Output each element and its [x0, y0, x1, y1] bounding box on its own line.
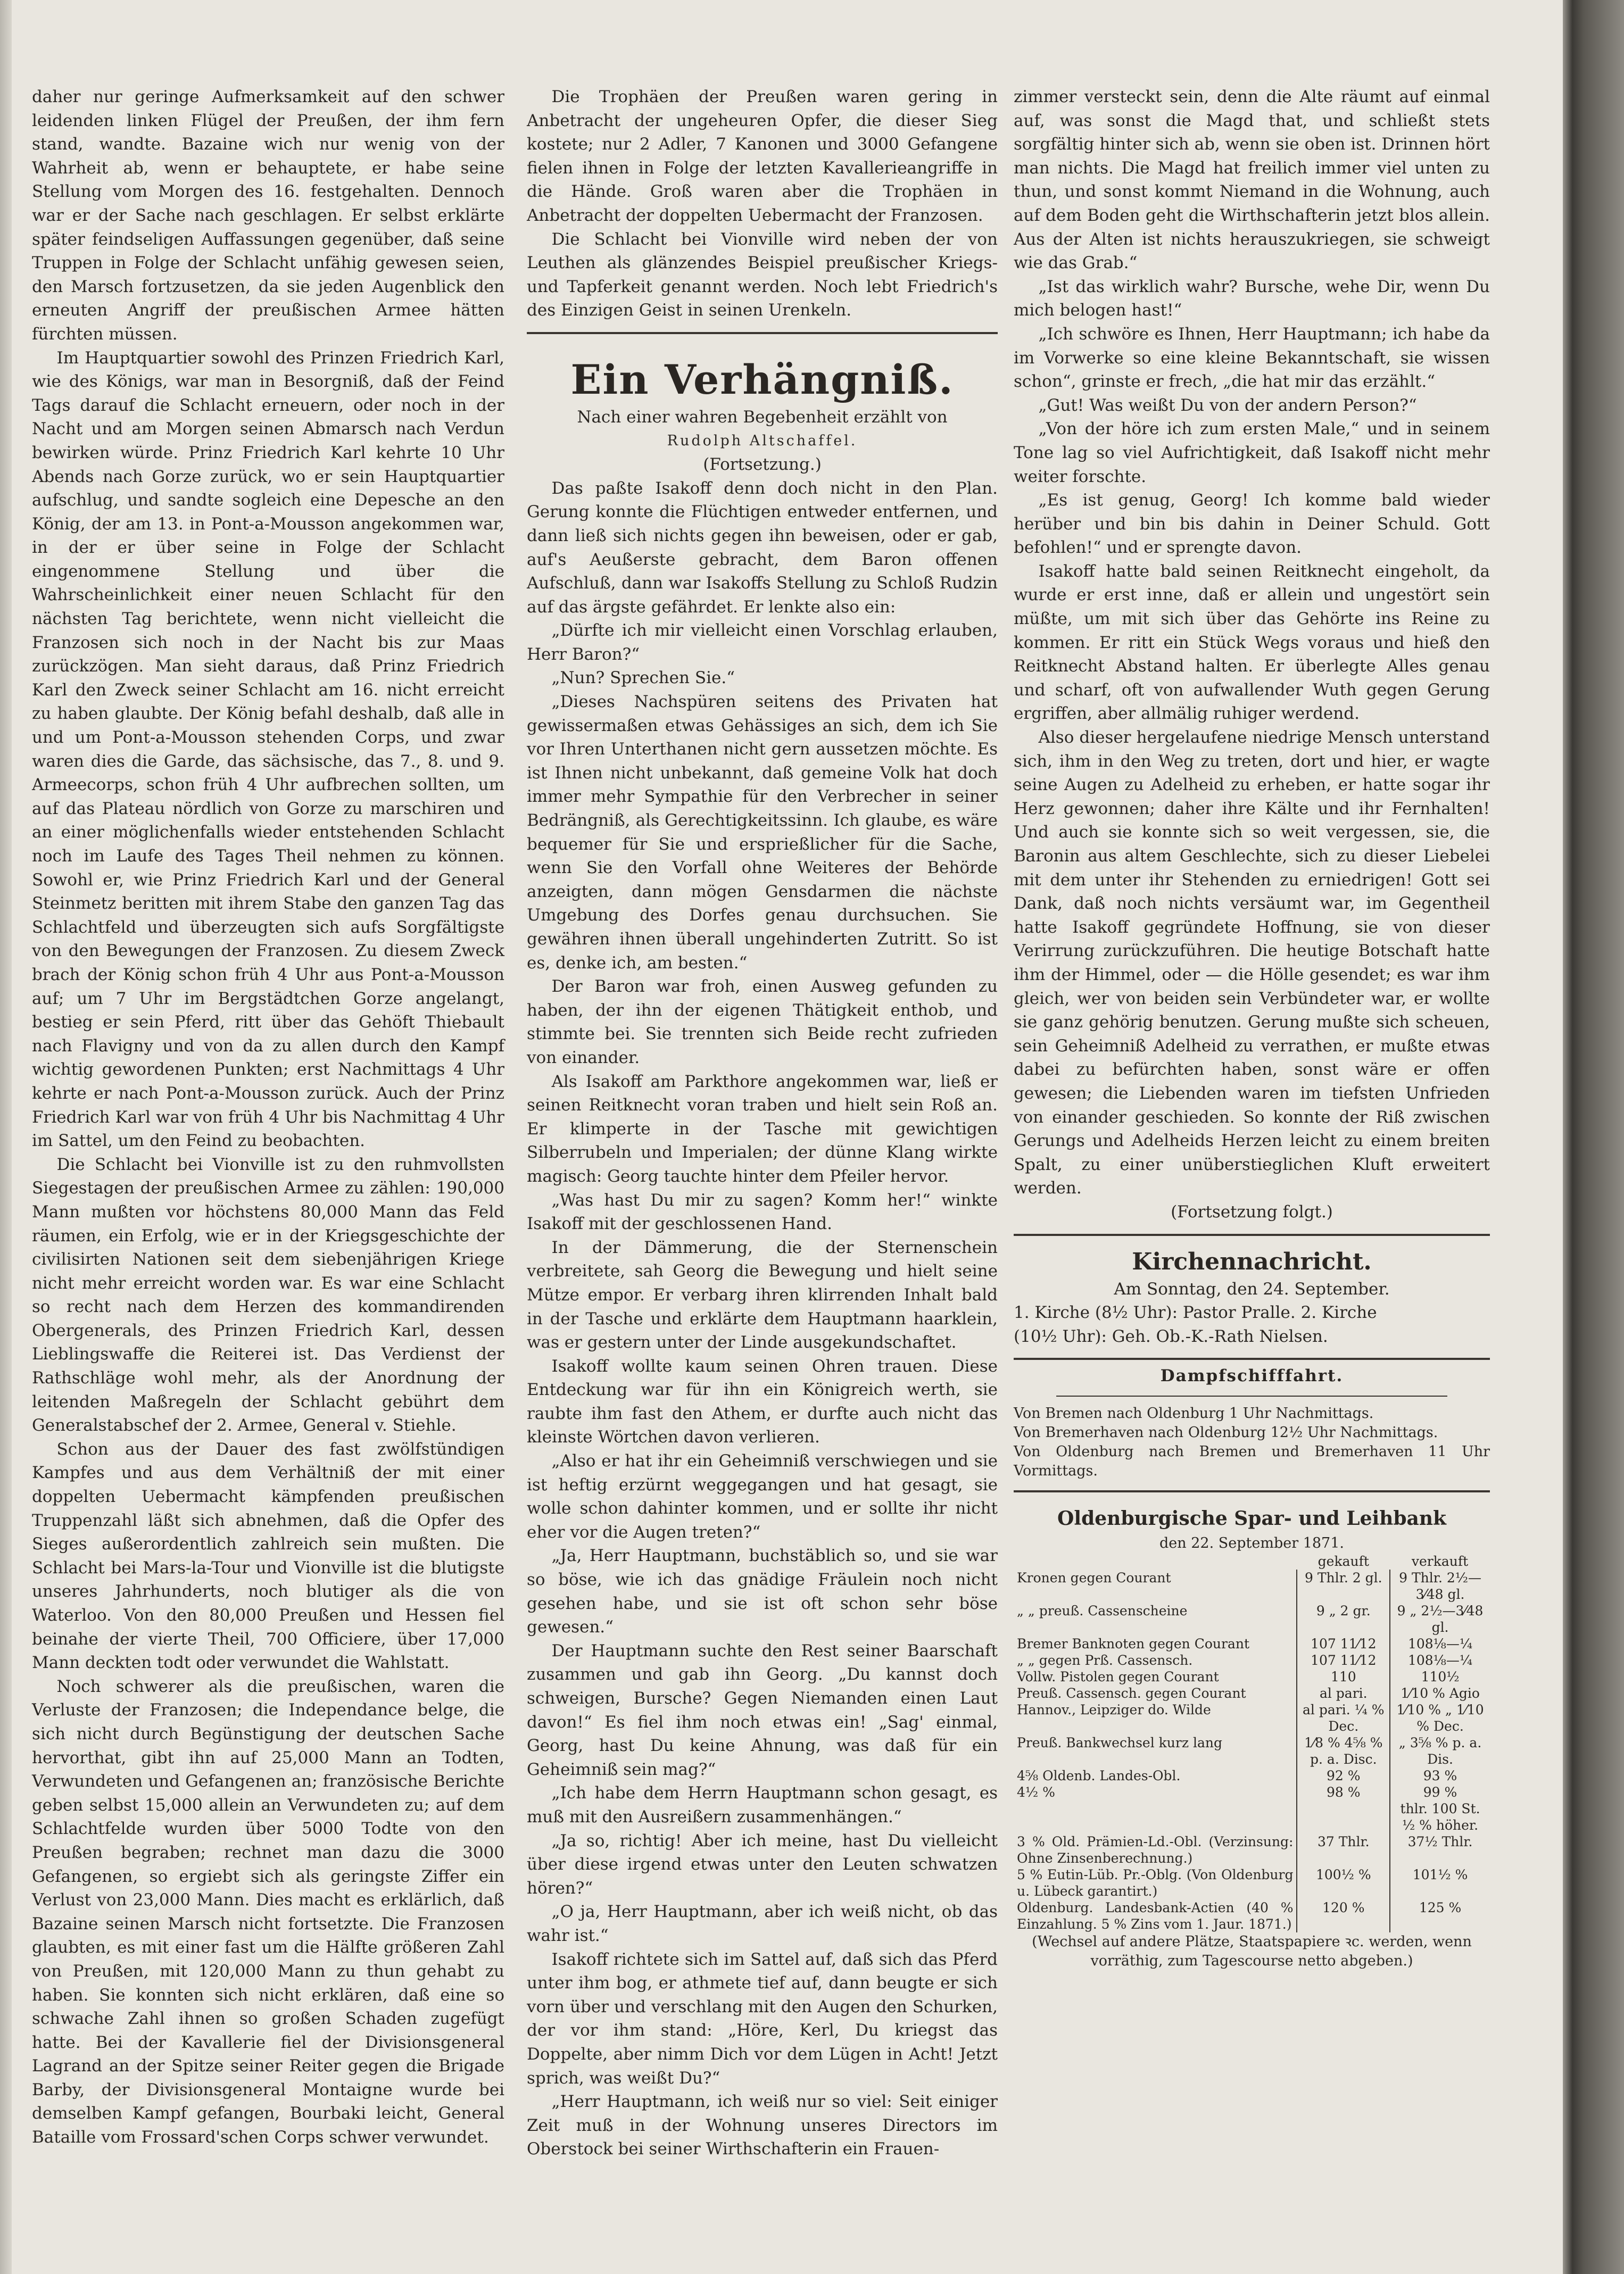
paragraph: Isakoff richtete sich im Sattel auf, daß sich das Pferd unter ihm bog, er athmete tief auf, dann beugte er sich vorn über und verschlang mit den Augen den Schurken, der vor ihm stand: „Höre, Kerl, Du kriegst das Doppelte, aber nimm Dich vor dem Lügen in Acht! Jetzt sprich, was weißt Du?“: [527, 1949, 998, 2088]
paragraph: Also dieser hergelaufene niedrige Mensch unterstand sich, ihm in den Weg zu treten, dort und hier, er wagte seine Augen zu Adelheid zu erheben, er hatte sogar ihr Herz gewonnen; daher ihre Kälte und ihr Fernhalten! Und auch sie konnte sich so weit vergessen, sie, die Baronin aus altem Geschlechte, sich zu dieser Liebelei mit dem unter ihr Stehenden zu erniedrigen! Gott sei Dank, daß noch nichts versäumt war, im Gegentheil hatte Isakoff gegründete Hoffnung, sie von dieser Verirrung zurückzuführen. Die heutige Botschaft hatte ihm der Himmel, oder — die Hölle gesendet; es war ihm gleich, wer von beiden sein Verbündeter war, er wollte sie ganz gehörig benutzen. Gerung mußte sich scheuen, sein Geheimniß Adelheid zu verrathen, er mußte etwas dabei zu befürchten haben, sonst wäre er offen gewesen; die Liebenden waren im tiefsten Unfrieden von einander geschieden. So konnte der Riß zwischen Gerungs und Adelheids Herzen leicht zu einem breiten Spalt, zu einer unüberstieglichen Kluft erweitert werden.: [1014, 728, 1490, 1198]
paragraph: „Von der höre ich zum ersten Male,“ und in seinem Tone lag so viel Aufrichtigkeit, daß Isakoff nicht mehr weiter forschte.: [1014, 419, 1490, 486]
book-spine-edge: [1563, 0, 1624, 2274]
paragraph: daher nur geringe Aufmerksamkeit auf den schwer leidenden linken Flügel der Preußen, der ihm fern stand, wandte. Bazaine wich nur wenig von der Wahrheit ab, wenn er behauptete, er habe seine Stellung vom Morgen des 16. festgehalten. Dennoch war er der Sache nach geschlagen. Er selbst erklärte später feindseligen Auffassungen gegenüber, daß seine Truppen in Folge der Schlacht unfähig gewesen seien, den Marsch fortzusetzen, da sie jeden Augenblick den erneuten Angriff der preußischen Armee hätten fürchten müssen.: [32, 87, 504, 344]
divider: [1056, 1396, 1447, 1397]
paragraph: „Dürfte ich mir vielleicht einen Vorschlag erlauben, Herr Baron?“: [527, 621, 998, 664]
paragraph: „Ist das wirklich wahr? Bursche, wehe Dir, wenn Du mich belogen hast!“: [1014, 277, 1490, 320]
paragraph: „Was hast Du mir zu sagen? Komm her!“ winkte Isakoff mit der geschlossenen Hand.: [527, 1190, 998, 1234]
paragraph: „Ja, Herr Hauptmann, buchstäblich so, und sie war so böse, wie ich das gnädige Fräulein noch nicht gesehen habe, und sie ist oft schon sehr böse gewesen.“: [527, 1546, 998, 1637]
table-row: Preuß. Bankwechsel kurz lang 1⁄8 % 4⅝ % p. a. Disc. „ 3⅝ % p. a. Dis.: [1014, 1734, 1490, 1767]
paragraph: Die Trophäen der Preußen waren gering in Anbetracht der ungeheuren Opfer, die dieser Sieg kostete; nur 2 Adler, 7 Kanonen und 3000 Gefangene fielen ihnen in Folge der letzten Kavallerieangriffe in die Hände. Groß waren aber die Trophäen in Anbetracht der doppelten Uebermacht der Franzosen.: [527, 87, 998, 225]
paragraph: In der Dämmerung, die der Sternenschein verbreitete, sah Georg die Bewegung und hielt seine Mütze empor. Er verbarg ihren klirrenden Inhalt bald in der Tasche und erklärte dem Hauptmann haarklein, was er gestern unter der Linde ausgekundschaftet.: [527, 1238, 998, 1352]
section-divider: [1014, 1234, 1490, 1236]
paragraph: „Also er hat ihr ein Geheimniß verschwiegen und sie ist heftig erzürnt weggegangen und hat gesagt, sie wolle schon dahinter kommen, und er sollte ihr nicht eher vor die Augen treten?“: [527, 1451, 998, 1542]
paragraph: „Ich habe dem Herrn Hauptmann schon gesagt, es muß mit den Ausreißern zusammenhängen.“: [527, 1783, 998, 1827]
table-row: Bremer Banknoten gegen Courant 107 11⁄12 108⅛—¼: [1014, 1636, 1490, 1652]
church-notice-line: (10½ Uhr): Geh. Ob.-K.-Rath Nielsen.: [1014, 1326, 1328, 1346]
paragraph: Der Baron war froh, einen Ausweg gefunden zu haben, der ihn der eigenen Thätigkeit enthob, und stimmte bei. Sie trennten sich Beide recht zufrieden von einander.: [527, 977, 998, 1067]
table-row: Hannov., Leipziger do. Wilde al pari. ¼ % Dec. 1⁄10 % „ 1⁄10 % Dec.: [1014, 1702, 1490, 1734]
paragraph: „Dieses Nachspüren seitens des Privaten hat gewissermaßen etwas Gehässiges an sich, dem ich Sie vor Ihren Unterthanen nicht gern aussetzen möchte. Es ist Ihnen nicht unbekannt, daß gemeine Volk hat doch immer mehr Sympathie für den Verbrecher in seiner Bedrängniß, als Gerechtigkeitssinn. Ich glaube, es wäre bequemer für Sie und ersprießlicher für die Sache, wenn Sie den Vorfall ohne Weiteres der Behörde anzeigten, dann mögen Gensdarmen die nächste Umgebung des Dorfes genau durchsuchen. Sie gewähren ihnen überall ungehinderten Zutritt. So ist es, denke ich, am besten.“: [527, 692, 998, 973]
table-row: Vollw. Pistolen gegen Courant 110 110½: [1014, 1669, 1490, 1685]
paragraph: Schon aus der Dauer des fast zwölfstündigen Kampfes und aus dem Verhältniß der mit einer doppelten Uebermacht kämpfenden preußischen Truppenzahl läßt sich abnehmen, daß die Opfer des Sieges außerordentlich zahlreich sein mußten. Die Schlacht bei Mars-la-Tour und Vionville ist die blutigste unseres Jahrhunderts, noch blutiger als die von Waterloo. Von den 80,000 Preußen und Hessen fiel beinahe der vierte Theil, 700 Officiere, über 17,000 Mann deckten todt oder verwundet die Wahlstatt.: [32, 1439, 504, 1673]
paragraph: „Ja so, richtig! Aber ich meine, hast Du vielleicht über diese irgend etwas unter den Leuten schwatzen hören?“: [527, 1831, 998, 1898]
section-divider: [1014, 1358, 1490, 1360]
column-3: [1014, 85, 1490, 1971]
bank-date: den 22. September 1871.: [1159, 1534, 1344, 1551]
steamer-line: Von Bremen nach Oldenburg 1 Uhr Nachmittags.: [1014, 1405, 1374, 1422]
table-row: 4⅝ Oldenb. Landes-Obl. 92 % 93 %: [1014, 1767, 1490, 1784]
church-notice-line: 1. Kirche (8½ Uhr): Pastor Pralle. 2. Kirche: [1014, 1303, 1377, 1323]
exchange-rate-table: [1014, 1553, 1490, 1932]
paragraph: Die Schlacht bei Vionville wird neben der von Leuthen als glänzendes Beispiel preußischer Kriegs- und Tapferkeit genannt werden. Noch lebt Friedrich's des Einzigen Geist in seinen Urenkeln.: [527, 229, 998, 320]
table-row: 4½ % 98 % 99 %: [1014, 1784, 1490, 1800]
table-row: 3 % Old. Prämien-Ld.-Obl. (Verzinsung: Ohne Zinsenberechnung.) 37 Thlr. 37½ Thlr.: [1014, 1833, 1490, 1866]
page-gutter: [0, 0, 12, 2274]
column-header-sold: verkauft: [1411, 1553, 1469, 1569]
paragraph: Die Schlacht bei Vionville ist zu den ruhmvollsten Siegestagen der preußischen Armee zu zählen: 190,000 Mann mußten vor höchstens 80,000 Mann das Feld räumen, ein Erfolg, wie er in der Kriegsgeschichte der civilisirten Nationen seit dem siebenjährigen Kriege nicht mehr erreicht worden war. Es war eine Schlacht so recht nach dem Herzen des kommandirenden Obergenerals, des Prinzen Friedrich Karl, dessen Lieblingswaffe die Reiterei ist. Das Verdienst der Rathschläge wohl mehr, als der Anordnung der leitenden Maßregeln der Schlacht gebührt dem Generalstabschef der 2. Armee, General v. Stiehle.: [32, 1155, 504, 1435]
steamer-line: Von Bremerhaven nach Oldenburg 12½ Uhr Nachmittags.: [1014, 1424, 1438, 1441]
table-row: „ „ gegen Prß. Cassensch. 107 11⁄12 108⅛—¼: [1014, 1652, 1490, 1669]
paragraph: Im Hauptquartier sowohl des Prinzen Friedrich Karl, wie des Königs, war man in Besorgniß, daß der Feind Tags darauf die Schlacht erneuern, oder noch in der Nacht und am Morgen seinen Abmarsch nach Verdun bewirken würde. Prinz Friedrich Karl kehrte 10 Uhr Abends nach Gorze zurück, wo er sein Hauptquartier aufschlug, und sandte sogleich eine Depesche an den König, der am 13. in Pont-a-Mousson angekommen war, in der er über seine in Folge der Schlacht eingenommene Stellung und über die Wahrscheinlichkeit einer neuen Schlacht für den nächsten Tag berichtete, wenn nicht vielleicht die Franzosen sich noch in der Nacht bis zur Maas zurückzögen. Man sieht daraus, daß Prinz Friedrich Karl den Zweck seiner Schlacht am 16. nicht erreicht zu haben glaubte. Der König befahl deshalb, daß alle in und um Pont-a-Mousson stehenden Corps, und zwar waren dies die Garde, das sächsische, das 7., 8. und 9. Armeecorps, schon früh 4 Uhr aufbrechen sollten, um auf das Plateau nördlich von Gorze zu marschiren und an einer möglichenfalls wieder entstehenden Schlacht noch im Laufe des Tages Theil nehmen zu können. Sowohl er, wie Prinz Friedrich Karl und der General Steinmetz beritten mit ihrem Stabe den ganzen Tag das Schlachtfeld und überzeugten sich aufs Sorgfältigste von den Bewegungen der Franzosen. Zu diesem Zweck brach der König schon früh 4 Uhr aus Pont-a-Mousson auf; um 7 Uhr im Bergstädtchen Gorze angelangt, bestieg er sein Pferd, ritt über das Gehöft Thiebault nach Flavigny und von da zu allen durch den Kampf wichtig gewordenen Punkten; erst Nachmittags 4 Uhr kehrte er nach Pont-a-Mousson zurück. Auch der Prinz Friedrich Karl war von früh 4 Uhr bis Nachmittag 4 Uhr im Sattel, um den Feind zu beobachten.: [32, 348, 504, 1151]
paragraph: zimmer versteckt sein, denn die Alte räumt auf einmal auf, was sonst die Magd that, und schließt stets sorgfältig hinter sich ab, wenn sie oben ist. Drinnen hört man nichts. Die Magd hat freilich immer viel unten zu thun, und sonst kommt Niemand in die Wohnung, auch auf dem Boden geht die Wirthschafterin jetzt blos allein. Aus der Alten ist nichts herauszukriegen, sie schweigt wie das Grab.“: [1014, 87, 1490, 273]
story-subtitle: Nach einer wahren Begebenheit erzählt von: [577, 407, 948, 427]
story-author: Rudolph Altschaffel.: [667, 432, 858, 449]
story-continuation: (Fortsetzung.): [703, 455, 822, 475]
steamer-title: Dampfschifffahrt.: [1160, 1366, 1344, 1386]
column-1: [32, 85, 504, 2149]
column-2: [527, 85, 998, 2161]
paragraph: Noch schwerer als die preußischen, waren die Verluste der Franzosen; die Independance belge, die sich nicht durch Begünstigung der deutschen Sache hervorthat, gibt ihn auf 25,000 Mann an Todten, Verwundeten und Gefangenen an; französische Berichte geben selbst 15,000 allein an Verwundeten zu; auf dem Schlachtfelde wurden über 5000 Todte von den Preußen begraben; rechnet man dazu die 3000 Gefangenen, so ergiebt sich als geringste Ziffer ein Verlust von 23,000 Mann. Dies macht es erklärlich, daß Bazaine seinen Marsch nicht fortsetzte. Die Franzosen glaubten, es mit einer fast um die Hälfte größeren Zahl von Preußen, mit 120,000 Mann zu thun gehabt zu haben. Sie konnten sich nicht erklären, daß eine so schwache Zahl ihnen so großen Schaden zugefügt hatte. Bei der Kavallerie fiel der Divisionsgeneral Lagrand an der Spitze seiner Reiter gegen die Brigade Barby, der Divisionsgeneral Montaigne wurde bei demselben Kampf gefangen, Bourbaki leicht, General Bataille vom Frossard'schen Corps schwer verwundet.: [32, 1677, 504, 2147]
paragraph: „O ja, Herr Hauptmann, aber ich weiß nicht, ob das wahr ist.“: [527, 1902, 998, 1945]
table-row: Kronen gegen Courant 9 Thlr. 2 gl. 9 Thlr. 2½—3⁄48 gl.: [1014, 1570, 1490, 1603]
table-row: 5 % Eutin-Lüb. Pr.-Oblg. (Von Oldenburg u. Lübeck garantirt.) 100½ % 101½ %: [1014, 1866, 1490, 1899]
paragraph: „Ich schwöre es Ihnen, Herr Hauptmann; ich habe da im Vorwerke so eine kleine Bekanntschaft, sie wissen schon“, grinste er frech, „die hat mir das erzählt.“: [1014, 324, 1490, 392]
paragraph: „Es ist genug, Georg! Ich komme bald wieder herüber und bin bis dahin in Deiner Schuld. Gott befohlen!“ und er sprengte davon.: [1014, 491, 1490, 558]
continued-note: (Fortsetzung folgt.): [1171, 1202, 1333, 1222]
section-divider: [1014, 1490, 1490, 1492]
story-title: Ein Verhängniß.: [570, 355, 954, 403]
paragraph: Isakoff hatte bald seinen Reitknecht eingeholt, da wurde er erst inne, daß er allein und ungestört sein müßte, um mit sich über das Gehörte ins Reine zu kommen. Er ritt ein Stück Wegs voraus und hieß den Reitknecht Abstand halten. Er überlegte Alles genau und scharf, oft von aufwallender Wuth gegen Gerung ergriffen, aber allmälig ruhiger werdend.: [1014, 561, 1490, 724]
bank-title: Oldenburgische Spar- und Leihbank: [1057, 1507, 1446, 1530]
paragraph: Das paßte Isakoff denn doch nicht in den Plan. Gerung konnte die Flüchtigen entweder entfernen, und dann ließ sich nichts gegen ihn beweisen, oder er gab, auf's Aeußerste gebracht, dem Baron offenen Aufschluß, dann war Isakoffs Stellung zu Schloß Rudzin auf das ärgste gefährdet. Er lenkte also ein:: [527, 478, 998, 617]
table-row: Oldenburg. Landesbank-Actien (40 % Einzahlung. 5 % Zins vom 1. Jaur. 1871.) 120 % 125 %: [1014, 1899, 1490, 1932]
paragraph: „Herr Hauptmann, ich weiß nur so viel: Seit einiger Zeit muß in der Wohnung unseres Directors im Oberstock bei seiner Wirthschafterin ein Frauen-: [527, 2092, 998, 2159]
church-notice-title: Kirchennachricht.: [1132, 1248, 1372, 1275]
paragraph: „Nun? Sprechen Sie.“: [551, 668, 735, 688]
section-divider: [527, 332, 998, 334]
table-row: „ „ preuß. Cassenscheine 9 „ 2 gr. 9 „ 2½—3⁄48 gl.: [1014, 1603, 1490, 1636]
church-notice-date: Am Sonntag, den 24. September.: [1114, 1279, 1390, 1299]
column-header-bought: gekauft: [1318, 1553, 1369, 1569]
table-row: Preuß. Cassensch. gegen Courant al pari. 1⁄10 % Agio: [1014, 1685, 1490, 1702]
table-row: thlr. 100 St. ½ % höher.: [1014, 1800, 1490, 1833]
paragraph: Als Isakoff am Parkthore angekommen war, ließ er seinen Reitknecht voran traben und hielt sein Roß an. Er klimperte in der Tasche mit gewichtigen Silberrubeln und Imperialen; der dünne Klang wirkte magisch: Georg tauchte hinter dem Pfeiler hervor.: [527, 1072, 998, 1186]
paragraph: Isakoff wollte kaum seinen Ohren trauen. Diese Entdeckung war für ihn ein Königreich werth, sie raubte ihm fast den Athem, er durfte auch nicht das kleinste Wörtchen davon verlieren.: [527, 1356, 998, 1447]
steamer-line: Von Oldenburg nach Bremen und Bremerhaven 11 Uhr Vormittags.: [1014, 1443, 1490, 1479]
paragraph: „Gut! Was weißt Du von der andern Person?“: [1038, 395, 1417, 415]
bank-note: (Wechsel auf andere Plätze, Staatspapiere ꝛc. werden, wenn vorräthig, zum Tagescourse netto abgeben.): [1032, 1933, 1472, 1969]
paragraph: Der Hauptmann suchte den Rest seiner Baarschaft zusammen und gab ihn Georg. „Du kannst doch schweigen, Bursche? Gegen Niemanden einen Laut davon!“ Es fiel ihm noch etwas ein! „Sag' einmal, Georg, hast Du keine Ahnung, was daß für ein Geheimniß sein mag?“: [527, 1641, 998, 1779]
